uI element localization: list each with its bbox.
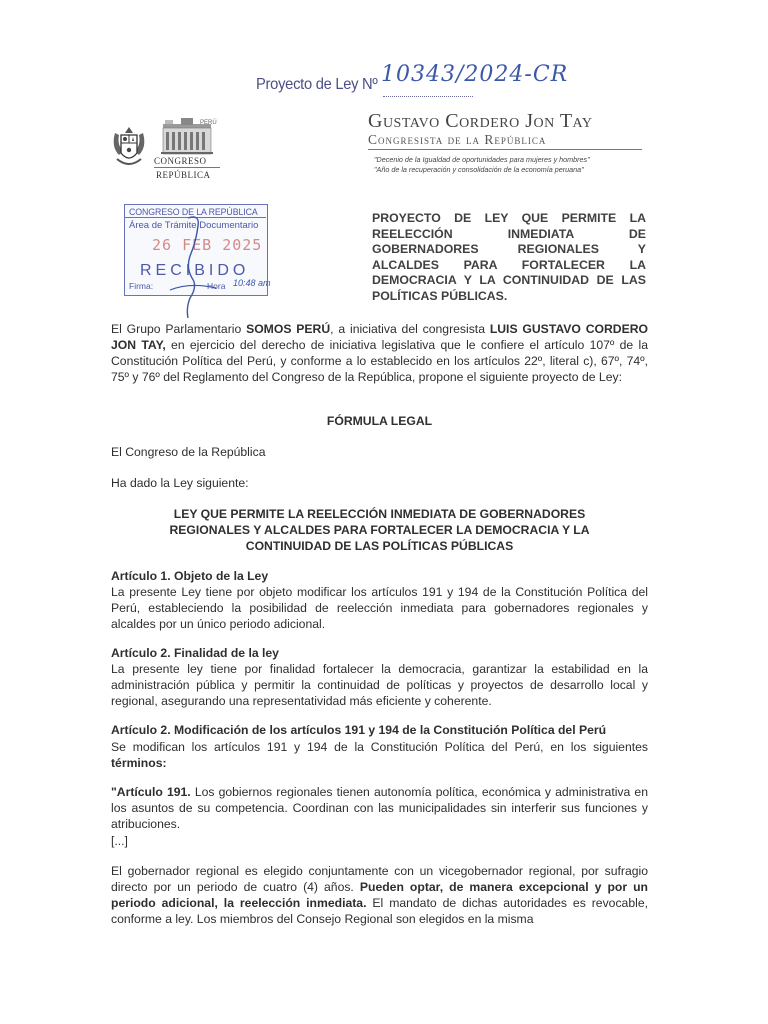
law-title bbox=[111, 506, 648, 554]
logo-congreso-text: CONGRESO bbox=[154, 156, 207, 166]
article-2-text: La presente ley tiene por finalidad fortalecer la democracia, garantizar la estabilidad en la administración pública y permitir la continuidad de políticas y proyectos de desarrollo local y regional, asegurando una representatividad más eficiente y coherente. bbox=[111, 662, 648, 708]
bill-title bbox=[372, 211, 646, 305]
governor-paragraph bbox=[111, 863, 648, 927]
law-title-line: CONTINUIDAD DE LAS POLÍTICAS PÚBLICAS bbox=[245, 539, 514, 553]
bill-title-line: POLÍTICAS PÚBLICAS. bbox=[372, 288, 508, 303]
bill-number-handwritten: 10343/2024-CR bbox=[381, 62, 569, 87]
article-1-heading: Artículo 1. Objeto de la Ley bbox=[111, 569, 269, 583]
governor-text: El gobernador regional es elegido conjuntamente con un vicegobernador regional, por sufragio directo por un periodo de cuatro (4) años. bbox=[111, 864, 648, 894]
article-2b-heading: Artículo 2. Modificación de los artículos 191 y 194 de la Constitución Política del Perú bbox=[111, 723, 607, 737]
article-191-text: Los gobiernos regionales tienen autonomía política, económica y administrativa en los asuntos de su competencia. Coordinan con las municipalidades sin interferir sus funciones y atribuciones. bbox=[111, 785, 648, 831]
bill-title-line: ALCALDES PARA FORTALECER LA bbox=[372, 257, 646, 272]
parliamentary-group: SOMOS PERÚ bbox=[246, 322, 331, 336]
logo-divider bbox=[154, 167, 220, 168]
bill-title-line: PROYECTO DE LEY QUE PERMITE LA bbox=[372, 211, 646, 225]
ha-dado-line: Ha dado la Ley siguiente: bbox=[111, 476, 249, 490]
intro-paragraph bbox=[111, 321, 648, 385]
formula-legal-heading: FÓRMULA LEGAL bbox=[326, 414, 433, 428]
stamp-time-handwritten: 10:48 am bbox=[233, 278, 271, 288]
bill-title-line: REELECCIÓN INMEDIATA DE bbox=[372, 226, 646, 241]
bill-number-dotted-line bbox=[383, 96, 473, 97]
motto-year: "Año de la recuperación y consolidación de la economía peruana" bbox=[374, 165, 584, 174]
bill-title-line: DEMOCRACIA Y LA CONTINUIDAD DE LAS bbox=[372, 273, 646, 288]
stamp-institution: CONGRESO DE LA REPÚBLICA bbox=[129, 207, 258, 217]
article-191-quote bbox=[111, 784, 648, 832]
motto-decade: "Decenio de la Igualdad de oportunidades para mujeres y hombres" bbox=[374, 155, 590, 164]
ellipsis: [...] bbox=[111, 834, 128, 848]
intro-text: El Grupo Parlamentario bbox=[111, 322, 247, 336]
congressman-name: LUIS GUSTAVO CORDERO JON TAY, bbox=[111, 322, 648, 352]
stamp-department: Área de Trámite Documentario bbox=[129, 220, 259, 231]
bill-number-label: Proyecto de Ley Nº bbox=[256, 76, 378, 93]
law-title-line: REGIONALES Y ALCALDES PARA FORTALECER LA DEMOCRACIA Y LA bbox=[169, 523, 590, 537]
peru-coat-of-arms-icon bbox=[109, 125, 149, 173]
stamp-signature-label: Firma: bbox=[129, 281, 154, 291]
bill-title-line: GOBERNADORES REGIONALES Y bbox=[372, 242, 646, 257]
article-2b-text-plain: Se modifican los artículos 191 y 194 de la Constitución Política del Perú, en los siguientes bbox=[111, 740, 648, 754]
intro-text: en ejercicio del derecho de iniciativa legislativa que le confiere el artículo 107º de la Constitución Política del Perú, y conforme a lo establecido en los artículos 22º, literal c), 67º, 74º, 75º y 76º del Reglamento del Congreso de la República, propone el siguiente proyecto de Ley: bbox=[111, 338, 648, 384]
article-191-label: "Artículo 191. bbox=[111, 785, 191, 799]
article-2b-text bbox=[111, 739, 648, 771]
article-1-text: La presente Ley tiene por objeto modificar los artículos 191 y 194 de la Constitución Política del Perú, estableciendo la posibilidad de reelección inmediata para gobernadores regionales y alcaldes por un único periodo adicional. bbox=[111, 585, 648, 631]
article-2b-text-bold: términos: bbox=[111, 756, 167, 770]
intro-text: , a iniciativa del congresista bbox=[330, 322, 490, 336]
author-role: Congresista de la República bbox=[368, 132, 547, 147]
logo-peru-text: PERÚ bbox=[200, 120, 217, 126]
congress-line: El Congreso de la República bbox=[111, 445, 266, 459]
article-2-heading: Artículo 2. Finalidad de la ley bbox=[111, 646, 279, 660]
governor-text: El mandato de dichas autoridades es revocable, conforme a ley. Los miembros del Consejo Regional son elegidos en la misma bbox=[111, 896, 648, 926]
law-title-line: LEY QUE PERMITE LA REELECCIÓN INMEDIATA DE GOBERNADORES bbox=[173, 507, 586, 521]
stamp-date: 26 FEB 2025 bbox=[152, 236, 263, 254]
handwritten-signature bbox=[160, 212, 230, 322]
logo-republica-text: REPÚBLICA bbox=[156, 170, 211, 180]
governor-text-bold: Pueden optar, de manera excepcional y por un periodo adicional, la reelección inmediata. bbox=[111, 880, 649, 910]
stamp-received: RECIBIDO bbox=[140, 262, 250, 279]
author-name: Gustavo Cordero Jon Tay bbox=[368, 110, 593, 132]
stamp-time-label: Hora bbox=[207, 281, 226, 291]
author-rule bbox=[368, 149, 642, 150]
